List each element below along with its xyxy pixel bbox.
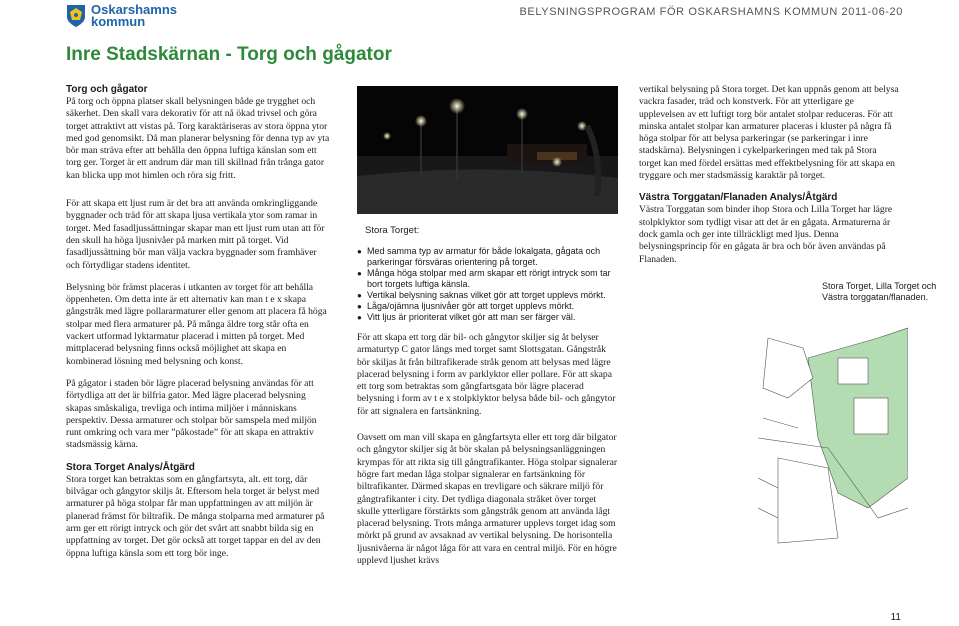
paragraph: För att skapa ett torg där bil- och gångytor skiljer sig åt belyser armaturtyp C gator längs med torget samt Slottsgatan. Gångstråk bör skiljas åt från biltrafikerade stråk genom att belysas med lägre placerad belysning i form av parklyktor eller pollare. För att skapa ett torg som betraktas som gångfartsgata bör lägre placerad belysning i form av t e x stolpklyktor belysa både bil- och gångytor för att signalera en fartsänkning. <box>357 332 616 417</box>
photo-caption: Stora Torget: <box>365 225 420 236</box>
logo-text <box>91 4 177 28</box>
paragraph: Stora torget kan betraktas som en gångfartsyta, alt. ett torg, där bilvägar och gångytor skiljs åt. Eftersom hela torget är belyst med armaturer på höga stolpar får man uppfattningen av att miljön är planerad främst för biltrafik. De många stolparna med armaturer på arm ger ett rörigt intryck och gör det svårt att snabbt bilda sig en uppfattning av torget. Det gör också att torget tappar en del av den öppna luftiga känsla som ett torg bör inge. <box>66 473 325 559</box>
paragraph: På gågator i staden bör lägre placerad belysning användas för att förtydliga att det är bilfria gator. Med lägre placerad belysning skapas småskaliga, trevliga och intima miljöer i människans perspektiv. Dessa armaturer och stolpar bör samspela med miljön runt omkring och vara mer ”påkostade” för att skapa en attraktiv stadsmässig kärna. <box>66 377 317 451</box>
bullet-item: ● Många höga stolpar med arm skapar ett rörigt intryck som tar bort torgets luftiga känsla. <box>357 268 619 290</box>
column-3 <box>639 84 901 276</box>
column-2 <box>357 332 619 577</box>
bullet-item: ● Låga/ojämna ljusnivåer gör att torget upplevs mörkt. <box>357 301 619 312</box>
coat-of-arms-icon <box>66 4 86 28</box>
page-title: Inre Stadskärnan - Torg och gågator <box>66 44 392 65</box>
document-header: BELYSNINGSPROGRAM FÖR OSKARSHAMNS KOMMUN 2011-06-20 <box>519 6 903 18</box>
logo-line-1: Oskarshamns <box>91 2 177 17</box>
photo-caption-box <box>357 214 618 244</box>
logo-line-2: kommun <box>91 14 146 29</box>
paragraph: På torg och öppna platser skall belysningen både ge trygghet och säkerhet. Den skall vara dekorativ för att nå ökad trivsel och göra torget attraktivt att vistas på. Torg karaktäriseras av stora öppna ytor med god genomsikt. Då man planerar belysning för denna typ av yta bör man sträva efter att behålla den öppna luftiga känslan som ett torg ger. Torget är ett andrum där man till skillnad från trånga gator kan blicka upp mot himlen och röra sig fritt. <box>66 96 330 181</box>
page-number: 11 <box>890 612 901 623</box>
photo-illustration <box>357 86 618 214</box>
bullet-list <box>357 246 619 323</box>
section-heading-stora-torget: Stora Torget Analys/Åtgärd <box>66 461 195 473</box>
bullet-item: ● Med samma typ av armatur för både lokalgata, gågata och parkeringar försväras orientering på torget. <box>357 246 619 268</box>
bullet-item: ● Vertikal belysning saknas vilket gör att torget upplevs mörkt. <box>357 290 619 301</box>
map-caption: Stora Torget, Lilla Torget och Västra torggatan/flanaden. <box>822 281 937 302</box>
night-photo-stora-torget <box>357 86 618 214</box>
bullet-item: ● Vitt ljus är prioriterat vilket gör att man ser färger väl. <box>357 312 619 323</box>
section-heading-torg: Torg och gågator <box>66 84 148 95</box>
paragraph: vertikal belysning på Stora torget. Det kan uppnås genom att belysa vackra fasader, träd och konstverk. För att ytterligare ge upplevelsen av ett luftigt torg bör antalet stolpar reduceras. För att minska antalet stolpar kan armaturer placeras i kluster på några få höga stolpar för att belysa parkeringar (se parkeringar i inre stadskärna). Belysningen i cykelparkeringen med tak på Stora torget kan med fördel ersättas med effektbelysning för att skapa en tryggare och mer stadsmässig karaktär på torget. <box>639 84 899 182</box>
logo <box>66 4 177 28</box>
paragraph: Oavsett om man vill skapa en gångfartsyta eller ett torg där bilgator och gångytor skiljer sig åt bör skalan på belysningsanläggningen krympas för att rikta sig till gångtrafikanter. Höga stolpar signalerar högre fart medan låga stolpar signalerar en fartsänkning för biltrafikanter. Därmed skapas en trevligare och säkrare miljö för gångtrafikanter i city. Det tydliga diagonala stråket över torget skulle ytterligare förstärkts som gångstråk genom att använda lågt placerad belysning. Trots många armaturer upplevs torget idag som mörkt på grund av avsaknad av vertikal belysning. De horisontella ljusnivåerna är något låga för att vara en central miljö. För en högre upplevd ljushet krävs <box>357 432 618 567</box>
column-1 <box>66 84 330 570</box>
site-plan-map <box>758 318 908 558</box>
section-heading-vastra-torggatan: Västra Torggatan/Flanaden Analys/Åtgärd <box>639 192 838 204</box>
paragraph: Belysning bör främst placeras i utkanten av torget för att behålla öppenheten. Om detta inte är ett alternativ kan man t e x skapa gångstråk med lägre pollararmaturer eller genom att placera få höga stolpar med flera armaturer på. På många äldre torg står ofta en vackert utformad lyktarmatur placerad i mitten på torget. Med mittplacerad belysning finns också möjlighet att skapa en kombinerad lösning med belysning och konst. <box>66 281 327 367</box>
paragraph: För att skapa ett ljust rum är det bra att använda omkringliggande byggnader och träd för att skapa ljusa vertikala ytor som ramar in torget. Med fasadljussättningar skapar man ett ljust rum utan att för den skull ha höga ljusnivåer på marken mitt på torget. Vid fasadljussättning bör man välja vackra byggnader som framhäver och förtydligar stadens identitet. <box>66 198 325 271</box>
paragraph: Västra Torggatan som binder ihop Stora och Lilla Torget har lägre stolpklyktor som tydligt visar att det är en gågata. Armaturerna är dock gamla och ger inte tillräckligt med ljus. Denna belysningsprincip för en gågata är bra och bör även användas på Flanaden. <box>639 204 893 265</box>
